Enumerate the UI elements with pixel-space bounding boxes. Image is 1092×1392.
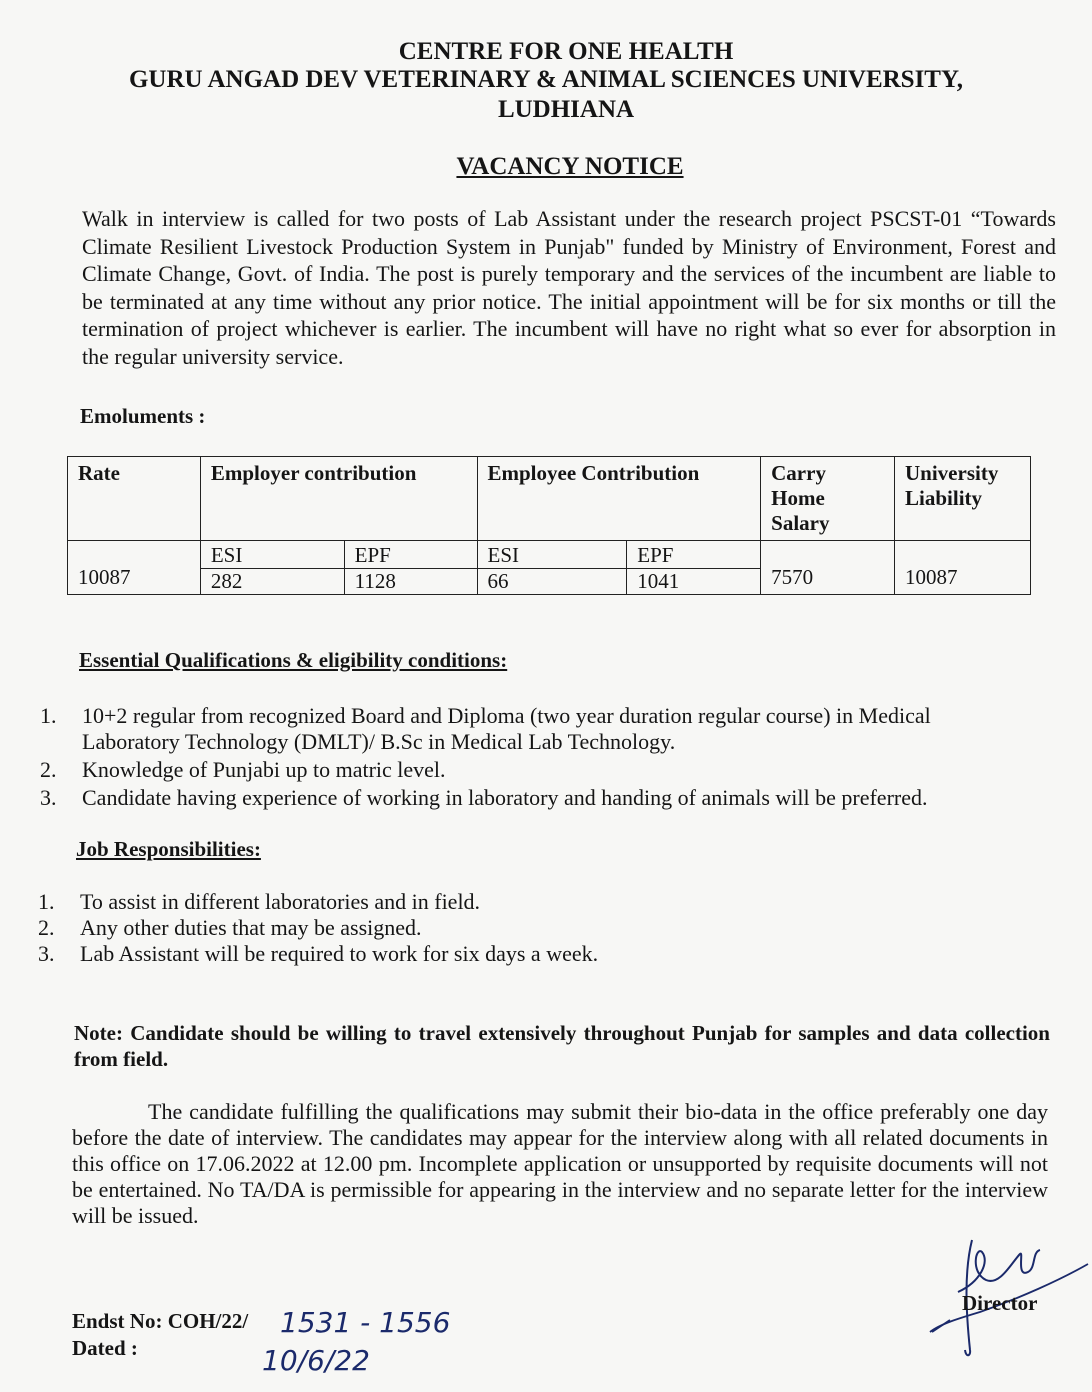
- list-item: [38, 915, 998, 941]
- responsibilities-list: [38, 889, 998, 967]
- value-employee-epf: 1041: [627, 569, 761, 595]
- director-title: Director: [962, 1291, 1038, 1315]
- table-subheader-row: [68, 541, 1031, 569]
- qualifications-list: [40, 703, 1000, 811]
- list-item: [40, 703, 1000, 755]
- value-rate: 10087: [68, 541, 201, 595]
- list-item-number: 2.: [38, 915, 55, 940]
- list-item: [40, 785, 1000, 811]
- dated-label: Dated :: [72, 1336, 138, 1360]
- list-item-number: 2.: [40, 757, 57, 782]
- header-employer-contribution: Employer contribution: [200, 457, 477, 541]
- header-rate: Rate: [68, 457, 201, 541]
- list-item: [38, 941, 998, 967]
- list-item-text: 10+2 regular from recognized Board and Diploma (two year duration regular course) in Medical Laboratory Technology (DMLT)/ B.Sc in Medical Lab Technology.: [82, 703, 931, 754]
- intro-paragraph: Walk in interview is called for two posts of Lab Assistant under the research project PSCST-01 “Towards Climate Resilient Livestock Production System in Punjab" funded by Ministry of Environment, Forest and Climate Change, Govt. of India. The post is purely temporary and the services of the incumbent are liable to be terminated at any time without any prior notice. The initial appointment will be for six months or till the termination of project whichever is earlier. The incumbent will have no right what so ever for absorption in the regular university service.: [82, 206, 1056, 369]
- list-item: [38, 889, 998, 915]
- list-item-number: 1.: [40, 703, 57, 728]
- subheader-employer-esi: ESI: [200, 541, 344, 569]
- handwritten-endorsement-number: 1531 - 1556: [280, 1306, 451, 1339]
- list-item-text: Knowledge of Punjabi up to matric level.: [82, 757, 446, 782]
- value-employer-epf: 1128: [344, 569, 477, 595]
- emoluments-table: [67, 456, 1031, 595]
- endorsement-number-label: Endst No: COH/22/: [72, 1309, 249, 1333]
- value-university-liability: 10087: [895, 541, 1031, 595]
- subheader-employee-esi: ESI: [477, 541, 627, 569]
- list-item-text: Candidate having experience of working in laboratory and handing of animals will be preferred.: [82, 785, 928, 810]
- table-header-row: [68, 457, 1031, 541]
- header-employee-contribution: Employee Contribution: [477, 457, 761, 541]
- header-centre-name: CENTRE FOR ONE HEALTH: [398, 38, 734, 65]
- list-item-number: 3.: [40, 785, 57, 810]
- value-employer-esi: 282: [200, 569, 344, 595]
- emoluments-label: Emoluments :: [80, 404, 206, 428]
- qualifications-title: Essential Qualifications & eligibility conditions:: [79, 648, 508, 672]
- header-university-name: GURU ANGAD DEV VETERINARY & ANIMAL SCIENCES UNIVERSITY,: [128, 66, 963, 93]
- subheader-employer-epf: EPF: [344, 541, 477, 569]
- header-carry-home-salary: Carry Home Salary: [761, 457, 895, 541]
- list-item-number: 1.: [38, 889, 55, 914]
- value-carry-home-salary: 7570: [761, 541, 895, 595]
- responsibilities-title: Job Responsibilities:: [76, 837, 261, 861]
- closing-paragraph: The candidate fulfilling the qualifications may submit their bio-data in the office preferably one day before the date of interview. The candidates may appear for the interview along with all related documents in this office on 17.06.2022 at 12.00 pm. Incomplete application or unsupported by requisite documents will not be entertained. No TA/DA is permissible for appearing in the interview and no separate letter for the interview will be issued.: [72, 1099, 1048, 1228]
- handwritten-date: 10/6/22: [262, 1344, 370, 1377]
- notice-title: VACANCY NOTICE: [456, 153, 684, 180]
- list-item-text: Lab Assistant will be required to work for six days a week.: [80, 941, 599, 966]
- note-paragraph: Note: Candidate should be willing to travel extensively throughout Punjab for samples and data collection from field.: [74, 1021, 1050, 1071]
- subheader-employee-epf: EPF: [627, 541, 761, 569]
- value-employee-esi: 66: [477, 569, 627, 595]
- list-item-number: 3.: [38, 941, 55, 966]
- list-item-text: To assist in different laboratories and in field.: [80, 889, 481, 914]
- header-city: LUDHIANA: [497, 96, 635, 123]
- list-item-text: Any other duties that may be assigned.: [80, 915, 422, 940]
- list-item: [40, 757, 1000, 783]
- header-university-liability: University Liability: [895, 457, 1031, 541]
